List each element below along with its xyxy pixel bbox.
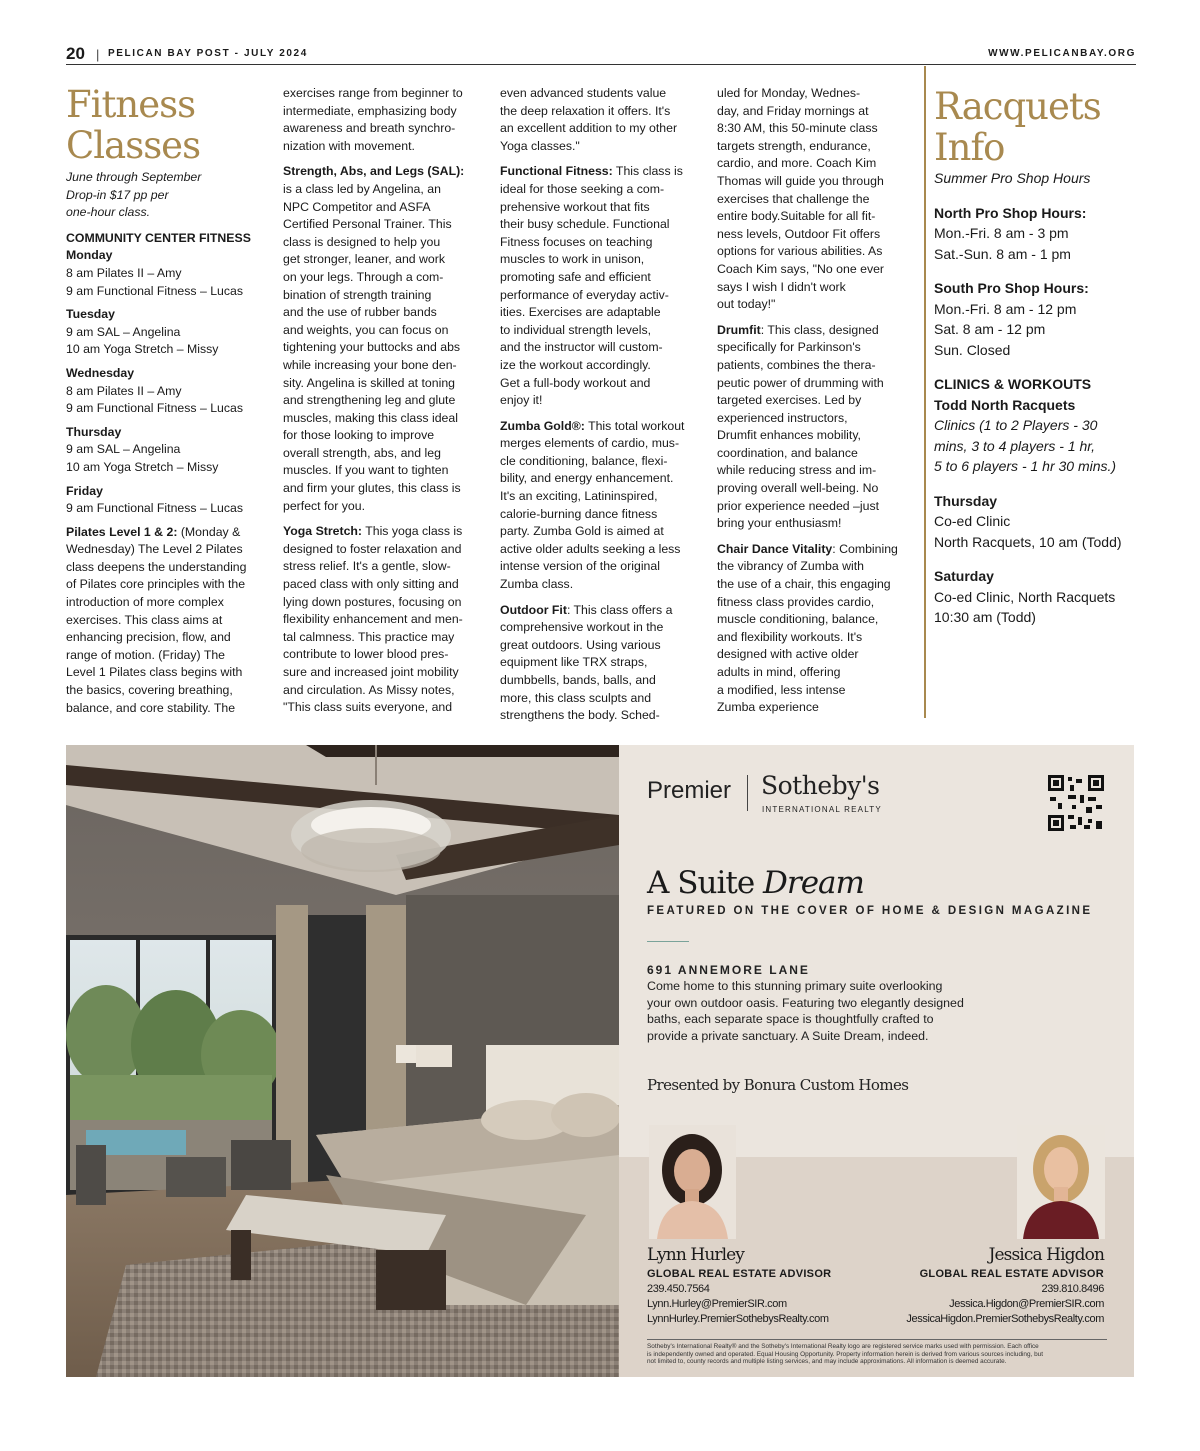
agent-name: Jessica Higdon [988, 1245, 1104, 1265]
clinics-line: Clinics (1 to 2 Players - 30 [934, 417, 1098, 433]
chair-line: : Combining [832, 541, 898, 556]
body-line: Yoga classes." [500, 138, 580, 153]
sal-line: class is designed to help you [283, 234, 441, 249]
body-line: options for various abilities. As [717, 244, 883, 259]
ad-accent-rule [647, 941, 689, 942]
body-line: awareness and breath synchro- [283, 121, 456, 136]
ad-text-panel [619, 745, 1134, 1377]
sal-line: and the use of rubber bands [283, 305, 437, 320]
drumfit-line: coordination, and balance [717, 445, 858, 460]
website-url[interactable]: WWW.PELICANBAY.ORG [988, 48, 1136, 59]
sal-line: muscles. If you want to tighten [283, 463, 449, 478]
pilates-line: of Pilates core principles with the [66, 577, 246, 592]
pilates-line: Level 1 Pilates class begins with [66, 665, 243, 680]
column-2 [283, 85, 488, 717]
sal-line: sity. Angelina is skilled at toning [283, 375, 456, 390]
fitness-subtitle-line: Drop-in $17 pp per [66, 187, 169, 202]
brand-divider [747, 775, 748, 811]
ad-body-line: baths, each separate space is thoughtfully crafted to [647, 1012, 934, 1026]
pilates-line: (Monday & [177, 524, 241, 539]
yoga-line: lying down postures, focusing on [283, 594, 462, 609]
fitness-subtitle-line: one-hour class. [66, 205, 151, 220]
zumba-line: bility, and energy enhancement. [500, 471, 674, 486]
outdoor-line: great outdoors. Using various [500, 637, 661, 652]
schedule-item: 10 am Yoga Stretch – Missy [66, 342, 219, 357]
ff-line: to individual strength levels, [500, 322, 652, 337]
sal-line: Certified Personal Trainer. This [283, 217, 452, 232]
yoga-line: stress relief. It's a gentle, slow- [283, 559, 451, 574]
zumba-line: This total workout [584, 418, 685, 433]
outdoor-line: more, this class sculpts and [500, 690, 652, 705]
thursday-heading: Thursday [934, 492, 998, 509]
pilates-line: enhancing precision, flow, and [66, 630, 231, 645]
yoga-line: designed to foster relaxation and [283, 541, 462, 556]
yoga-line: This yoga class is [362, 524, 463, 539]
agent-card-lynn [647, 1245, 831, 1325]
zumba-line: It's an exciting, Latininspired, [500, 489, 658, 504]
body-line: entire body.Suitable for all fit- [717, 209, 876, 224]
body-line: Thomas will guide you through [717, 173, 884, 188]
yoga-line: sure and increased joint mobility [283, 665, 459, 679]
ad-body [647, 978, 987, 1044]
body-line: even advanced students value [500, 86, 667, 100]
sal-line: and weights, you can focus on [283, 322, 449, 337]
outdoor-line: equipment like TRX straps, [500, 655, 648, 670]
ad-body-line: your own outdoor oasis. Featuring two elegantly designed [647, 995, 964, 1010]
drumfit-line: while reducing stress and im- [717, 463, 877, 478]
sal-line: bination of strength training [283, 287, 432, 302]
schedule-day: Tuesday [66, 307, 115, 322]
qr-code-icon[interactable] [1048, 775, 1104, 831]
sal-line: and strengthening leg and glute [283, 393, 456, 408]
chair-line: a modified, less intense [717, 682, 846, 697]
drumfit-line: patients, combines the thera- [717, 357, 876, 372]
schedule-item: 9 am Functional Fitness – Lucas [66, 501, 244, 516]
pilates-line: class deepens the understanding [66, 559, 247, 574]
clinics-subheading: Todd North Racquets [934, 396, 1076, 413]
agent-title: GLOBAL REAL ESTATE ADVISOR [647, 1268, 832, 1280]
headline-italic: Dream [763, 865, 864, 901]
clinic-line: North Racquets, 10 am (Todd) [934, 533, 1122, 550]
agent-title: GLOBAL REAL ESTATE ADVISOR [919, 1268, 1104, 1280]
body-line: 8:30 AM, this 50-minute class [717, 121, 878, 136]
schedule-day: Wednesday [66, 365, 135, 380]
outdoor-line: dumbbells, bands, balls, and [500, 673, 656, 687]
body-line: exercises range from beginner to [283, 86, 463, 100]
zumba-line: intense version of the original [500, 559, 660, 574]
ff-line: their busy schedule. Functional [500, 217, 670, 232]
body-line: Coach Kim says, "No one ever [717, 261, 885, 276]
chair-dance-label: Chair Dance Vitality [717, 541, 833, 556]
ff-line: ities. Exercises are adaptable [500, 305, 661, 320]
ff-line: This class is [612, 164, 683, 179]
sal-line: muscles, making this class ideal [283, 410, 458, 425]
agent-card-jessica [906, 1245, 1104, 1325]
sal-line: overall strength, abs, and leg [283, 445, 441, 460]
yoga-line: contribute to lower blood pres- [283, 647, 449, 662]
clinics-line: 5 to 6 players - 1 hr 30 mins.) [934, 458, 1117, 474]
bedroom-illustration [66, 745, 619, 1377]
schedule-item: 10 am Yoga Stretch – Missy [66, 459, 219, 474]
schedule-list [66, 247, 276, 523]
yoga-line: flexibility enhancement and men- [283, 612, 463, 627]
sal-label: Strength, Abs, and Legs (SAL): [283, 164, 465, 179]
schedule-day: Monday [66, 248, 113, 263]
body-line: targets strength, endurance, [717, 138, 871, 153]
zumba-line: Zumba class. [500, 577, 574, 592]
outdoor-line: strengthens the body. Sched- [500, 708, 660, 723]
sal-line: while increasing your bone den- [283, 357, 457, 372]
drumfit-line: experienced instructors, [717, 410, 848, 425]
body-line: cardio, and more. Coach Kim [717, 156, 877, 171]
agent-portrait-jessica [1017, 1125, 1105, 1239]
fitness-title [66, 84, 276, 166]
drumfit-line: prior experience needed –just [717, 498, 880, 513]
racquets-title-line1: Racquets [934, 85, 1101, 128]
zumba-label: Zumba Gold®: [500, 418, 585, 433]
body-line: says I wish I didn't work [717, 279, 846, 294]
body-line: intermediate, emphasizing body [283, 103, 457, 118]
drumfit-line: proving overall well-being. No [717, 481, 879, 496]
brand-sothebys: Sotheby's [761, 771, 880, 800]
agent-email[interactable]: Jessica.Higdon@PremierSIR.com [949, 1298, 1104, 1310]
schedule-item: 8 am Pilates II – Amy [66, 383, 182, 398]
drumfit-line: bring your enthusiasm! [717, 516, 842, 531]
ff-line: and the instructor will custom- [500, 340, 663, 355]
ff-line: ize the workout accordingly. [500, 357, 651, 372]
fitness-subtitle-line: June through September [66, 170, 202, 184]
brand-premier: Premier [647, 777, 732, 804]
clinics-line: mins, 3 to 4 players - 1 hr, [934, 437, 1096, 454]
chair-line: the vibrancy of Zumba with [717, 559, 864, 574]
sal-line: NPC Competitor and ASFA [283, 199, 431, 214]
sal-line: for those looking to improve [283, 428, 435, 443]
yoga-label: Yoga Stretch: [283, 524, 363, 539]
schedule-day: Friday [66, 483, 103, 498]
column-3 [500, 85, 705, 725]
disclaimer [647, 1343, 1117, 1366]
page-number: 20 [66, 44, 85, 63]
chair-line: Zumba experience [717, 700, 819, 715]
zumba-line: cle conditioning, balance, flexi- [500, 453, 668, 468]
clinic-line: Co-ed Clinic, North Racquets [934, 588, 1116, 605]
functional-fitness-label: Functional Fitness: [500, 164, 613, 179]
disclaimer-line: is independently owned and operated. Equal Housing Opportunity. Property information herein is derived from various sources including, but [647, 1350, 1043, 1358]
fitness-column [66, 84, 276, 717]
schedule-item: 9 am SAL – Angelina [66, 324, 181, 339]
page-header [66, 44, 1136, 66]
header-separator: | [96, 47, 100, 62]
agent-email[interactable]: Lynn.Hurley@PremierSIR.com [647, 1298, 787, 1310]
ff-line: Fitness focuses on teaching [500, 234, 653, 249]
sal-line: on your legs. Through a com- [283, 269, 444, 284]
sal-line: is a class led by Angelina, an [283, 181, 441, 196]
chair-line: designed with active older [717, 647, 859, 662]
ff-line: prehensive workout that fits [500, 199, 650, 214]
outdoor-line: comprehensive workout in the [500, 620, 664, 635]
saturday-heading: Saturday [934, 568, 994, 584]
yoga-line: and circulation. As Missy notes, [283, 682, 455, 697]
body-line: the deep relaxation it offers. It's [500, 103, 671, 118]
ff-line: promoting safe and efficient [500, 269, 651, 284]
hours-line: Sun. Closed [934, 341, 1011, 358]
schedule-item: 9 am SAL – Angelina [66, 442, 181, 457]
pilates-line: Wednesday) The Level 2 Pilates [66, 542, 243, 557]
pilates-line: the basics, covering breathing, [66, 683, 233, 698]
ff-line: performance of everyday activ- [500, 287, 669, 302]
brand-intl: INTERNATIONAL REALTY [762, 805, 882, 814]
disclaimer-rule [647, 1339, 1107, 1340]
racquets-subtitle: Summer Pro Shop Hours [934, 170, 1091, 186]
zumba-line: calorie-burning dance fitness [500, 506, 658, 521]
disclaimer-line: not limited to, county records and multiple listing services, and may include approximations. All information is deemed accurate. [647, 1358, 1007, 1366]
yoga-line: "This class suits everyone, and [283, 700, 453, 715]
disclaimer-line: Sotheby's International Realty® and the Sotheby's International Realty logo are registered service marks used with permission. Each office [647, 1343, 1039, 1350]
sal-line: and firm your glutes, this class is [283, 481, 461, 496]
pilates-label: Pilates Level 1 & 2: [66, 524, 178, 539]
pilates-paragraph [66, 524, 276, 718]
fitness-subtitle [66, 169, 276, 222]
north-heading: North Pro Shop Hours: [934, 204, 1087, 221]
racquets-column [934, 86, 1139, 628]
yoga-line: paced class with only sitting and [283, 577, 459, 592]
hours-line: Mon.-Fri. 8 am - 12 pm [934, 300, 1077, 317]
section-heading: COMMUNITY CENTER FITNESS [66, 230, 251, 245]
clinic-line: 10:30 am (Todd) [934, 609, 1036, 625]
sal-line: get stronger, leaner, and work [283, 252, 446, 267]
body-line: an excellent addition to my other [500, 121, 678, 136]
ad-body-line: provide a private sanctuary. A Suite Dream, indeed. [647, 1028, 929, 1043]
headline-plain: A Suite [647, 865, 764, 901]
agent-website[interactable]: JessicaHigdon.PremierSothebysRealty.com [906, 1313, 1104, 1325]
pilates-line: balance, and core stability. The [66, 700, 236, 715]
drumfit-line: peutic power of drumming with [717, 375, 884, 390]
south-heading: South Pro Shop Hours: [934, 280, 1089, 296]
ff-line: Get a full-body workout and [500, 375, 651, 390]
zumba-line: merges elements of cardio, mus- [500, 436, 680, 451]
schedule-item: 9 am Functional Fitness – Lucas [66, 283, 244, 298]
zumba-line: active older adults seeking a less [500, 541, 681, 556]
chair-line: and flexibility workouts. It's [717, 629, 863, 644]
publication-title: PELICAN BAY POST - JULY 2024 [108, 48, 308, 59]
real-estate-ad [66, 745, 1134, 1377]
fitness-title-line1: Fitness [66, 83, 196, 126]
hours-line: Sat.-Sun. 8 am - 1 pm [934, 245, 1071, 262]
drumfit-line: : This class, designed [760, 322, 879, 337]
pilates-line: introduction of more complex [66, 595, 224, 610]
schedule-day: Thursday [66, 424, 122, 439]
property-address: 691 ANNEMORE LANE [647, 963, 810, 977]
ff-line: ideal for those seeking a com- [500, 181, 665, 196]
pilates-line: exercises. This class aims at [66, 612, 223, 627]
yoga-line: tal calmness. This practice may [283, 629, 455, 644]
fitness-title-line2: Classes [66, 124, 201, 167]
outdoor-line: : This class offers a [566, 602, 673, 617]
body-line: uled for Monday, Wednes- [717, 86, 861, 100]
chair-line: fitness class provides cardio, [717, 594, 875, 609]
ff-line: muscles to work in unison, [500, 252, 645, 267]
drumfit-line: targeted exercises. Led by [717, 393, 862, 408]
clinic-line: Co-ed Clinic [934, 513, 1011, 529]
column-divider [924, 66, 926, 718]
agent-portrait-lynn [649, 1125, 736, 1239]
racquets-title [934, 86, 1139, 168]
sal-line: perfect for you. [283, 498, 366, 513]
body-line: out today!" [717, 297, 776, 312]
ad-featured: FEATURED ON THE COVER OF HOME & DESIGN MAGAZINE [647, 905, 1093, 917]
chair-line: adults in mind, offering [717, 665, 841, 679]
chair-line: the use of a chair, this engaging [717, 577, 891, 592]
schedule-item: 9 am Functional Fitness – Lucas [66, 401, 244, 416]
bedroom-photo [66, 745, 619, 1377]
schedule-item: 8 am Pilates II – Amy [66, 265, 182, 280]
agent-phone[interactable]: 239.810.8496 [1041, 1283, 1104, 1295]
outdoor-fit-label: Outdoor Fit [500, 602, 567, 617]
presented-by: Presented by Bonura Custom Homes [647, 1076, 909, 1094]
zumba-line: party. Zumba Gold is aimed at [500, 524, 664, 539]
header-rule [66, 64, 1136, 65]
body-line: ness levels, Outdoor Fit offers [717, 226, 881, 241]
chair-line: muscle conditioning, balance, [717, 612, 879, 627]
column-4 [717, 85, 917, 717]
body-line: nization with movement. [283, 138, 415, 153]
body-line: day, and Friday mornings at [717, 103, 869, 118]
drumfit-label: Drumfit [717, 322, 761, 337]
sal-line: tightening your buttocks and abs [283, 340, 461, 355]
pilates-line: range of motion. (Friday) The [66, 647, 226, 662]
hours-line: Mon.-Fri. 8 am - 3 pm [934, 225, 1069, 241]
racquets-title-line2: Info [934, 126, 1005, 169]
ff-line: enjoy it! [500, 393, 543, 408]
drumfit-line: specifically for Parkinson's [717, 340, 861, 355]
agent-phone[interactable]: 239.450.7564 [647, 1283, 710, 1295]
ad-body-line: Come home to this stunning primary suite overlooking [647, 979, 943, 993]
drumfit-line: Drumfit enhances mobility, [717, 428, 861, 443]
hours-line: Sat. 8 am - 12 pm [934, 321, 1046, 337]
body-line: exercises that challenge the [717, 191, 870, 206]
agent-website[interactable]: LynnHurley.PremierSothebysRealty.com [647, 1313, 829, 1325]
ad-headline [647, 865, 864, 901]
clinics-heading: CLINICS & WORKOUTS [934, 376, 1092, 392]
agent-name: Lynn Hurley [647, 1245, 744, 1265]
